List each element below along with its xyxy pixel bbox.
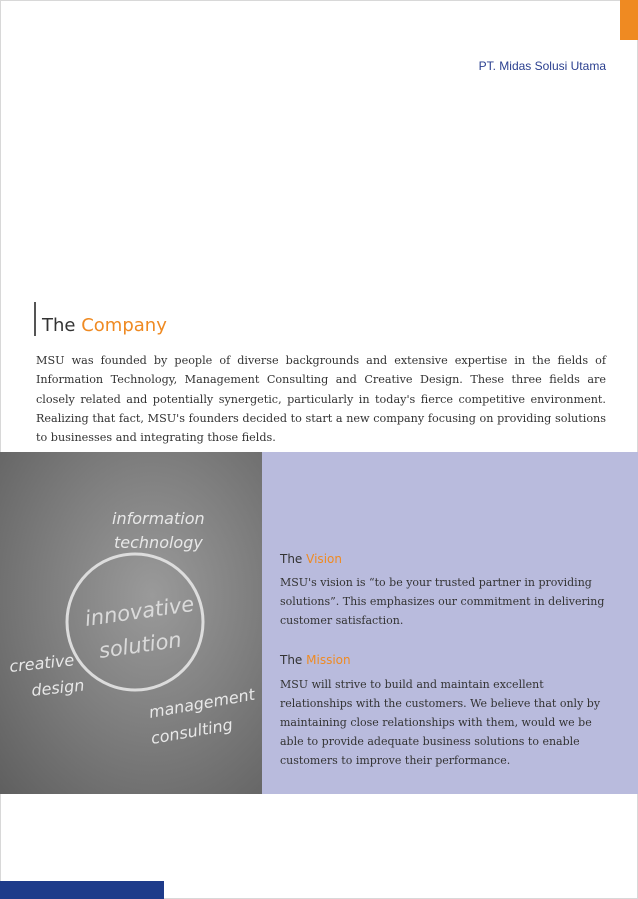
label-technology: technology (114, 533, 203, 552)
mission-text: MSU will strive to build and maintain excellent relationships with the customers. We believe that only by maintaining close relationships with them, would we be able to provide adequate business solutions to enable customers to improve their performance. (280, 678, 601, 767)
label-innovative: innovative (83, 591, 196, 631)
mission-heading (280, 653, 351, 667)
company-description: MSU was founded by people of diverse backgrounds and extensive expertise in the fields of Information Technology, Management Consulting and Creative Design. These three fields are closely related and potentially synergetic, particularly in today's fierce competitive environment. Realizing that fact, MSU's founders decided to start a new company focusing on providing solutions to businesses and integrating those fields. (36, 354, 606, 445)
header-company-name: PT. Midas Solusi Utama (478, 59, 606, 73)
heading-bar (34, 302, 36, 336)
label-creative: creative (8, 650, 76, 676)
label-solution: solution (97, 627, 184, 663)
vision-heading (280, 552, 342, 566)
company-heading (42, 315, 167, 336)
vision-heading-prefix: The (280, 552, 303, 566)
company-heading-prefix: The (42, 315, 76, 336)
mission-heading-prefix: The (280, 653, 303, 667)
company-heading-accent: Company (81, 315, 167, 336)
label-information: information (112, 509, 205, 528)
mission-heading-accent: Mission (306, 653, 351, 667)
label-consulting: consulting (149, 714, 235, 748)
chalkboard-graphic (0, 452, 262, 794)
vision-mission-panel (262, 452, 638, 794)
vision-heading-accent: Vision (306, 552, 342, 566)
orange-corner-tab (620, 0, 638, 40)
chalkboard-drawing (0, 452, 262, 794)
label-management: management (147, 684, 257, 722)
label-design: design (30, 675, 86, 700)
bottom-navy-bar (0, 881, 164, 899)
vision-text: MSU's vision is “to be your trusted partner in providing solutions”. This emphasizes our commitment in delivering customer satisfaction. (280, 576, 605, 627)
